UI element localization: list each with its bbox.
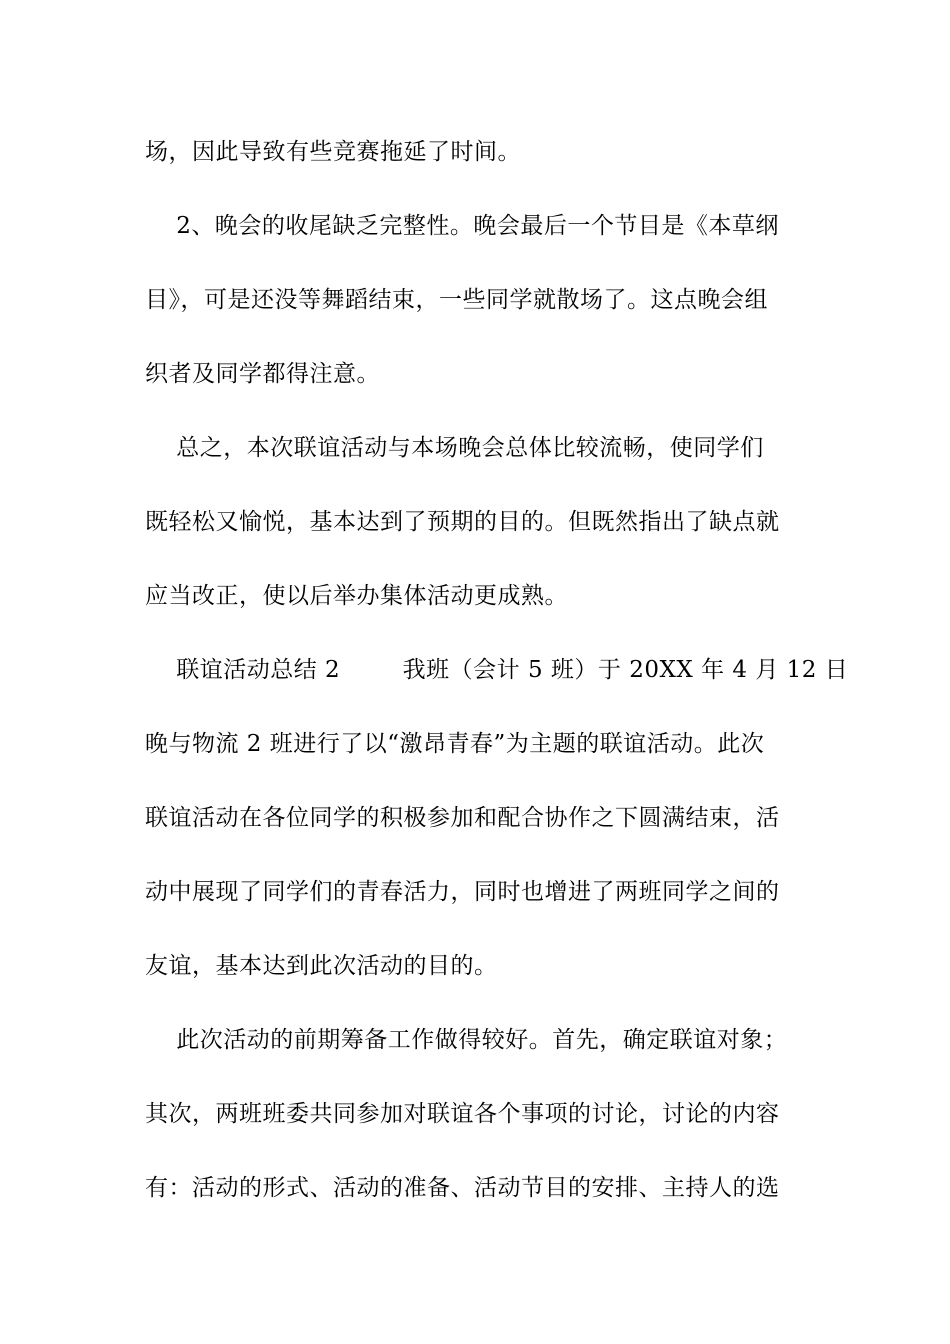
text-line: 2、晚会的收尾缺乏完整性。晚会最后一个节目是《本草纲	[145, 213, 779, 239]
text-line: 联谊活动总结 2 我班（会计 5 班）于 20XX 年 4 月 12 日	[145, 657, 849, 683]
text-line: 场，因此导致有些竞赛拖延了时间。	[145, 139, 521, 165]
text-line: 联谊活动在各位同学的积极参加和配合协作之下圆满结束，活	[145, 805, 780, 831]
text-line: 总之，本次联谊活动与本场晚会总体比较流畅，使同学们	[145, 435, 764, 461]
text-line: 此次活动的前期筹备工作做得较好。首先，确定联谊对象；	[145, 1027, 788, 1053]
text-line: 目》，可是还没等舞蹈结束，一些同学就散场了。这点晚会组	[145, 287, 768, 313]
text-line: 织者及同学都得注意。	[145, 361, 380, 387]
text-line: 晚与物流 2 班进行了以“激昂青春”为主题的联谊活动。此次	[145, 731, 765, 757]
text-line: 其次，两班班委共同参加对联谊各个事项的讨论，讨论的内容	[145, 1101, 780, 1127]
text-line: 既轻松又愉悦，基本达到了预期的目的。但既然指出了缺点就	[145, 509, 780, 535]
text-line: 动中展现了同学们的青春活力，同时也增进了两班同学之间的	[145, 879, 780, 905]
text-line: 友谊，基本达到此次活动的目的。	[145, 953, 498, 979]
text-line: 有：活动的形式、活动的准备、活动节目的安排、主持人的选	[145, 1175, 780, 1201]
text-line: 应当改正，使以后举办集体活动更成熟。	[145, 583, 568, 609]
